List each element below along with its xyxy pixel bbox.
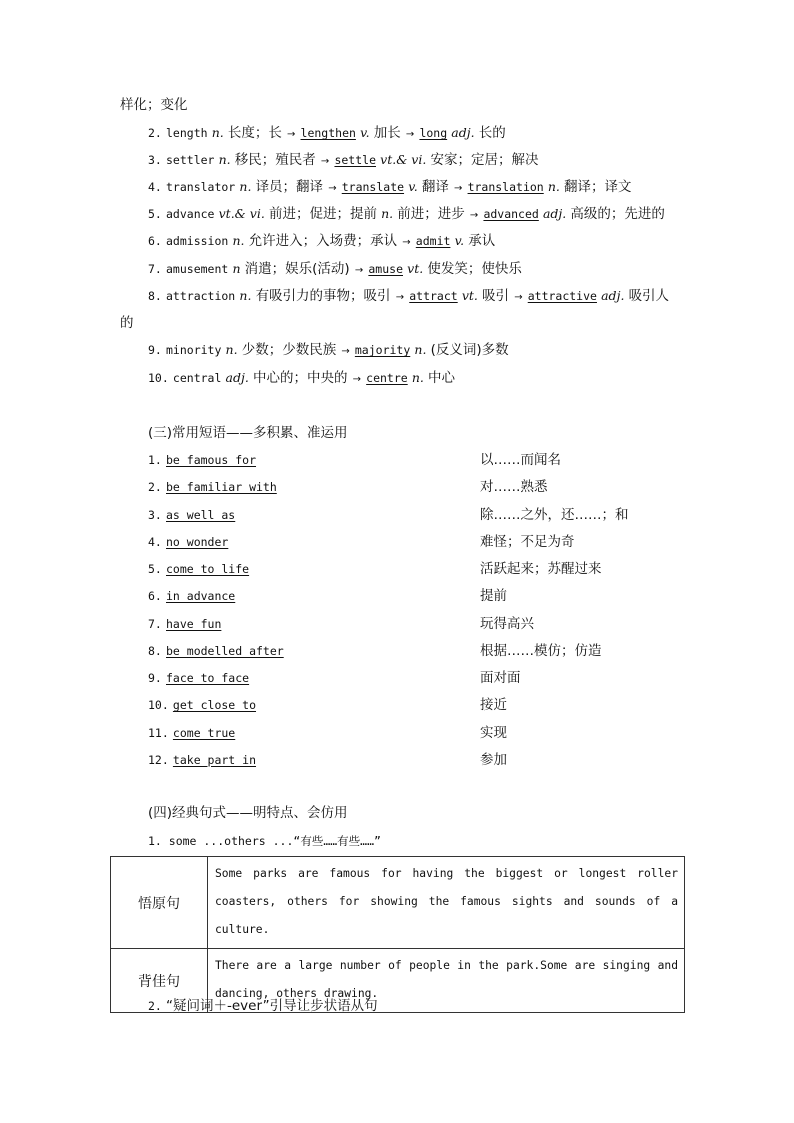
phrase-number: 2.	[148, 480, 162, 495]
derived-pos: n.	[411, 370, 424, 385]
phrase-chinese: 难怪；不足为奇	[480, 533, 575, 550]
derived-word: settle	[334, 153, 376, 167]
vocab-word: length	[166, 126, 208, 140]
derived-pos: n.	[414, 342, 427, 357]
phrase-chinese: 除……之外，还……；和	[480, 506, 629, 523]
derived-word: attract	[409, 289, 458, 303]
sentence-pattern-2-num: 2.	[148, 999, 162, 1013]
vocab-word: central	[172, 371, 222, 385]
sentence-pattern-2-text: “疑问词＋-ever”引导让步状语从句	[166, 998, 378, 1014]
derived-pos: adj.	[542, 206, 567, 221]
phrase-english: take part in	[172, 752, 257, 767]
derived-meaning: 高级的；先进的	[570, 206, 665, 222]
derived-meaning: 使发笑；使快乐	[427, 261, 522, 277]
vocab-pos: n.	[218, 152, 231, 167]
vocab-item	[148, 260, 522, 280]
arrow-icon: →	[354, 265, 364, 276]
arrow-icon: →	[341, 346, 350, 357]
vocab-meaning: 有吸引力的事物；吸引	[255, 288, 391, 304]
vocab-pos: n.	[239, 288, 252, 303]
arrow-icon: →	[402, 237, 411, 248]
derived-meaning: 承认	[468, 233, 496, 249]
vocab-pos: vt.& vi.	[218, 206, 265, 221]
derived-word: translation	[467, 180, 544, 194]
vocab-number: 7.	[148, 262, 162, 276]
phrase-item	[148, 560, 249, 579]
derived-word: lengthen	[300, 126, 356, 140]
phrase-chinese: 玩得高兴	[480, 615, 534, 632]
vocab-number: 10.	[148, 371, 169, 385]
phrase-item	[148, 506, 235, 525]
phrase-chinese: 实现	[480, 724, 507, 741]
derived-word: majority	[354, 343, 411, 357]
phrase-item	[148, 615, 221, 634]
vocab-item	[148, 151, 538, 171]
vocab-meaning: 移民；殖民者	[234, 152, 316, 168]
table-row	[111, 857, 685, 949]
phrase-number: 3.	[148, 507, 162, 522]
vocab-meaning: 少数；少数民族	[241, 342, 337, 358]
phrase-english: no wonder	[166, 534, 229, 549]
phrase-english: be famous for	[166, 453, 257, 467]
phrase-item	[148, 587, 235, 606]
phrase-number: 12.	[148, 752, 169, 767]
phrase-number: 5.	[148, 562, 162, 576]
derived-word: advanced	[483, 207, 539, 221]
vocab-word: minority	[166, 343, 222, 357]
derived-meaning: 吸引	[482, 288, 510, 304]
derived-pos: vt.& vi.	[380, 152, 427, 167]
vocab-word: translator	[166, 180, 236, 194]
derived-meaning: 吸引人	[628, 288, 670, 304]
derived-pos: v.	[408, 179, 418, 194]
derived-pos: adj.	[601, 288, 625, 303]
vocab-word: admission	[166, 234, 229, 248]
vocab-number: 9.	[148, 343, 162, 357]
derived-pos: v.	[360, 125, 370, 140]
section3-heading: (三)常用短语——多积累、准运用	[148, 425, 348, 441]
phrase-chinese: 参加	[480, 751, 507, 768]
vocab-number: 8.	[148, 289, 162, 303]
vocab-meaning: 译员；翻译	[255, 179, 324, 195]
phrase-chinese: 面对面	[480, 670, 521, 686]
vocab-pos: adj.	[225, 370, 249, 385]
vocab-item	[148, 287, 669, 307]
vocab-pos: n	[232, 261, 241, 276]
derived-word: admit	[415, 234, 451, 248]
arrow-icon: →	[514, 292, 523, 303]
phrase-item	[148, 724, 235, 743]
phrase-number: 7.	[148, 616, 162, 631]
vocab-word: settler	[166, 153, 215, 167]
phrase-number: 4.	[148, 534, 162, 549]
section4-heading: (四)经典句式——明特点、会仿用	[148, 805, 348, 821]
table-text: Some parks are famous for having the biggest or longest roller coasters, others for showing the famous sights and sounds of a culture.	[208, 857, 685, 949]
derived-pos: vt.	[461, 288, 478, 303]
phrase-english: come to life	[166, 562, 250, 576]
arrow-icon: →	[395, 292, 405, 303]
sentence-pattern-1	[148, 832, 381, 851]
phrase-item	[148, 669, 249, 688]
vocab-meaning: 中心的；中央的	[252, 370, 348, 386]
derived-word: centre	[366, 371, 408, 385]
vocab-item	[148, 205, 665, 225]
continuation-text: 样化；变化	[120, 97, 188, 113]
vocab-number: 3.	[148, 153, 162, 167]
vocab-number: 6.	[148, 234, 162, 248]
vocab-meaning: 消遣；娱乐(活动)	[244, 261, 350, 277]
phrase-english: be familiar with	[166, 480, 277, 495]
phrase-number: 9.	[148, 671, 162, 685]
arrow-icon: →	[352, 374, 362, 385]
vocab-item	[148, 232, 495, 252]
derived-pos: v.	[454, 233, 465, 248]
sentence-pattern-2	[148, 997, 378, 1016]
arrow-icon: →	[469, 210, 479, 221]
phrase-item	[148, 533, 228, 552]
phrase-item	[148, 751, 256, 770]
phrase-item	[148, 478, 277, 497]
vocab-word: advance	[166, 207, 215, 221]
vocab-item	[148, 178, 632, 198]
derived-pos: n.	[547, 179, 560, 194]
vocab-wrap: 的	[120, 315, 134, 331]
vocab-pos: n.	[239, 179, 252, 194]
phrase-chinese: 对……熟悉	[480, 479, 548, 496]
arrow-icon: →	[405, 129, 415, 140]
arrow-icon: →	[454, 183, 463, 194]
phrase-english: as well as	[166, 507, 236, 522]
vocab-pos: n.	[225, 342, 238, 357]
derived-meaning: 长的	[478, 125, 506, 141]
phrase-number: 8.	[148, 643, 162, 658]
table-text: There are a large number of people in the park.Some are singing and dancing, others drawing.	[208, 949, 685, 1013]
vocab-number: 5.	[148, 207, 162, 221]
vocab-item	[148, 341, 509, 361]
vocab-pos: n.	[381, 206, 394, 221]
derived-word: translate	[341, 180, 405, 194]
vocab-number: 4.	[148, 180, 162, 194]
phrase-chinese: 活跃起来；苏醒过来	[480, 561, 602, 577]
vocab-meaning: 前进；进步	[397, 206, 465, 222]
phrase-english: be modelled after	[166, 643, 284, 658]
vocab-meaning: 允许进入；入场费；承认	[248, 233, 398, 249]
derived-word: long	[419, 126, 448, 140]
phrase-english: come true	[172, 725, 236, 740]
phrase-number: 10.	[148, 698, 169, 713]
arrow-icon: →	[287, 129, 296, 140]
phrase-chinese: 根据……模仿；仿造	[480, 642, 602, 659]
derived-meaning: 翻译；译文	[564, 179, 632, 195]
phrase-chinese: 以……而闻名	[480, 452, 561, 468]
phrase-chinese: 提前	[480, 588, 507, 605]
table-label: 背佳句	[111, 949, 208, 1013]
phrase-english: get close to	[172, 698, 257, 713]
phrase-chinese: 接近	[480, 697, 507, 714]
phrase-item	[148, 696, 256, 715]
phrase-number: 11.	[148, 725, 169, 740]
derived-meaning: 中心	[428, 370, 456, 386]
vocab-item	[148, 369, 455, 389]
vocab-number: 2.	[148, 126, 162, 140]
arrow-icon: →	[320, 156, 330, 167]
derived-pos: vt.	[407, 261, 424, 276]
phrase-english: in advance	[166, 589, 236, 604]
derived-word: amuse	[368, 262, 403, 276]
phrase-english: have fun	[166, 616, 222, 631]
derived-meaning: 翻译	[421, 179, 449, 195]
derived-meaning: (反义词)多数	[430, 342, 509, 358]
phrase-english: face to face	[166, 671, 250, 685]
vocab-word: amusement	[166, 262, 229, 276]
derived-word: attractive	[527, 289, 597, 303]
vocab-meaning: 长度；长	[227, 125, 282, 141]
derived-meaning: 安家；定居；解决	[430, 152, 539, 168]
vocab-item	[148, 124, 506, 144]
phrase-number: 6.	[148, 589, 162, 604]
phrase-number: 1.	[148, 453, 162, 467]
vocab-pos: n.	[232, 233, 245, 248]
derived-pos: adj.	[451, 125, 475, 140]
vocab-word: attraction	[166, 289, 236, 303]
example-table	[110, 856, 685, 1013]
vocab-meaning: 前进；促进；提前	[268, 206, 377, 222]
arrow-icon: →	[328, 183, 337, 194]
derived-meaning: 加长	[373, 125, 401, 141]
table-label: 悟原句	[111, 857, 208, 949]
vocab-pos: n.	[211, 125, 224, 140]
sentence-pattern-1-text: 1. some ...others ...“有些……有些……”	[148, 834, 381, 848]
phrase-item	[148, 451, 256, 470]
phrase-item	[148, 642, 284, 661]
